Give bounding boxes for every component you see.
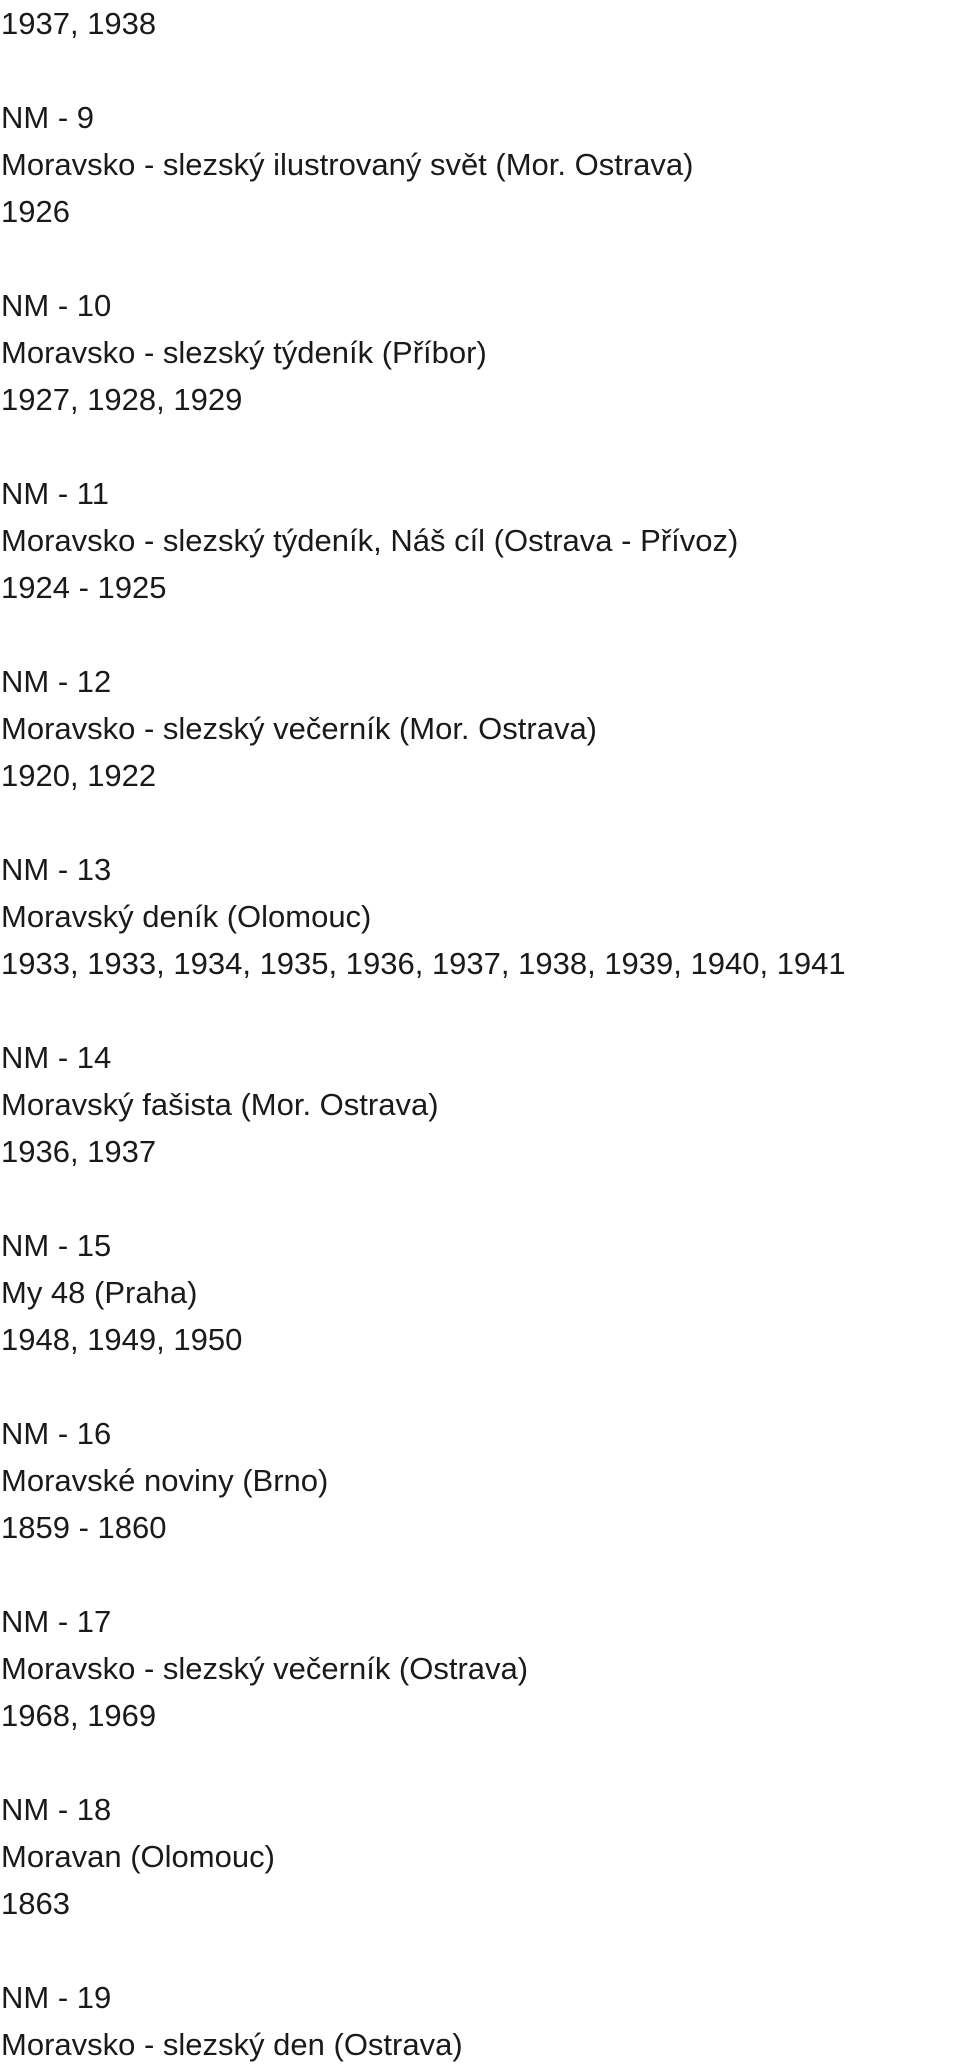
catalog-entry-nm-18 — [0, 1786, 960, 1927]
catalog-entry-nm-15 — [0, 1222, 960, 1363]
entry-code: NM - 17 — [1, 1604, 112, 1639]
catalog-entry-nm-17 — [0, 1598, 960, 1739]
spacer — [0, 423, 960, 470]
entry-years: 1933, 1933, 1934, 1935, 1936, 1937, 1938, 1939, 1940, 1941 — [1, 946, 846, 981]
spacer — [0, 1551, 960, 1598]
entry-code: NM - 9 — [1, 100, 94, 135]
spacer — [0, 611, 960, 658]
spacer — [0, 987, 960, 1034]
entry-code: NM - 10 — [1, 288, 112, 323]
entry-title: Moravsko - slezský týdeník, Náš cíl (Ostrava - Přívoz) — [1, 523, 739, 558]
entry-years: 1927, 1928, 1929 — [1, 382, 243, 417]
entry-years: 1863 — [1, 1886, 70, 1921]
entry-years: 1948, 1949, 1950 — [1, 1322, 243, 1357]
entry-title: Moravsko - slezský večerník (Mor. Ostrava) — [1, 711, 598, 746]
entry-title: Moravsko - slezský týdeník (Příbor) — [1, 335, 487, 370]
entry-code: NM - 19 — [1, 1980, 112, 2015]
entry-title: Moravan (Olomouc) — [1, 1839, 275, 1874]
entry-title: My 48 (Praha) — [1, 1275, 198, 1310]
entry-title: Moravský fašista (Mor. Ostrava) — [1, 1087, 439, 1122]
entry-code: NM - 11 — [1, 476, 109, 511]
entry-title: Moravsko - slezský den (Ostrava) — [1, 2027, 463, 2062]
catalog-entry-nm-11 — [0, 470, 960, 611]
entry-title: Moravský deník (Olomouc) — [1, 899, 372, 934]
catalog-entry-nm-10 — [0, 282, 960, 423]
catalog-entry-nm-13 — [0, 846, 960, 987]
entry-code: NM - 14 — [1, 1040, 112, 1075]
entry-title: Moravsko - slezský večerník (Ostrava) — [1, 1651, 529, 1686]
entry-years: 1924 - 1925 — [1, 570, 167, 605]
spacer — [0, 1363, 960, 1410]
entry-years: 1968, 1969 — [1, 1698, 157, 1733]
catalog-entry-nm-16 — [0, 1410, 960, 1551]
entry-code: NM - 16 — [1, 1416, 112, 1451]
spacer — [0, 1927, 960, 1974]
entry-title: Moravské noviny (Brno) — [1, 1463, 329, 1498]
entry-code: NM - 18 — [1, 1792, 112, 1827]
entry-code: NM - 15 — [1, 1228, 112, 1263]
preamble-years: 1937, 1938 — [1, 6, 157, 41]
entry-years: 1936, 1937 — [1, 1134, 157, 1169]
spacer — [0, 47, 960, 94]
spacer — [0, 235, 960, 282]
entry-title: Moravsko - slezský ilustrovaný svět (Mor. Ostrava) — [1, 147, 694, 182]
entry-years: 1926 — [1, 194, 70, 229]
entry-code: NM - 13 — [1, 852, 112, 887]
spacer — [0, 799, 960, 846]
entry-years: 1859 - 1860 — [1, 1510, 167, 1545]
catalog-entry-nm-9 — [0, 94, 960, 235]
catalog-entry-nm-14 — [0, 1034, 960, 1175]
entry-years: 1920, 1922 — [1, 758, 157, 793]
entry-code: NM - 12 — [1, 664, 112, 699]
catalog-entry-nm-19 — [0, 1974, 960, 2068]
catalog-entry-nm-12 — [0, 658, 960, 799]
spacer — [0, 1739, 960, 1786]
spacer — [0, 1175, 960, 1222]
